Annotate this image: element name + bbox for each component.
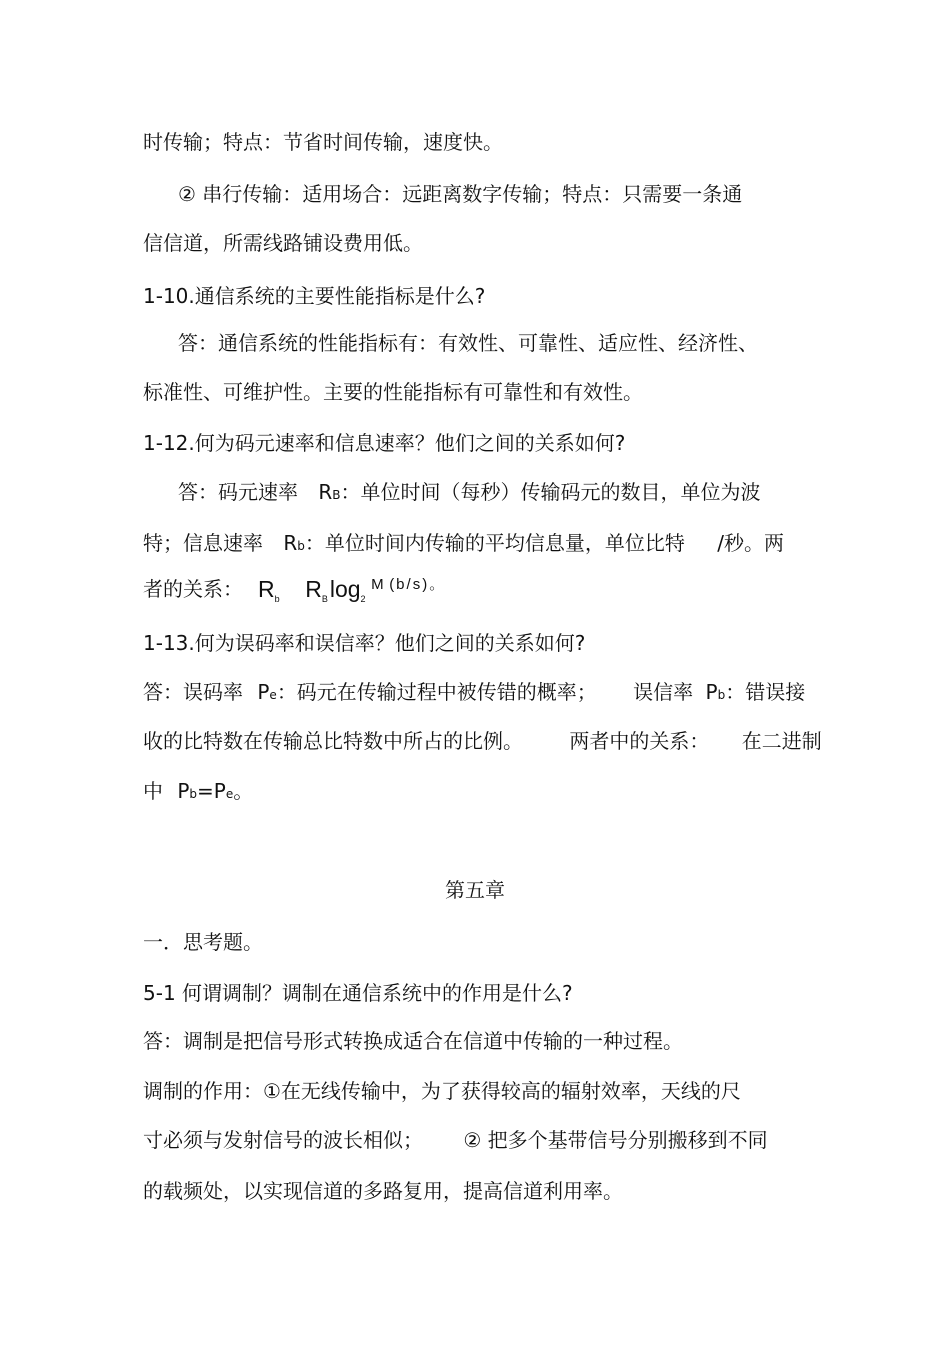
symbol-sub: B <box>332 488 341 502</box>
text-span: 误信率 <box>633 680 694 704</box>
formula-sub: b <box>274 594 280 604</box>
formula-unit: (b/s) <box>389 576 430 593</box>
text-span: 特；信息速率 <box>143 531 263 555</box>
symbol: P <box>177 779 190 803</box>
chapter-title: 第五章 <box>445 878 505 902</box>
symbol-sub: b <box>297 539 305 553</box>
text-line: 标准性、可维护性。主要的性能指标有可靠性和有效性。 <box>143 380 643 404</box>
text-span: ② 把多个基带信号分别搬移到不同 <box>463 1128 768 1152</box>
text-line: 答：通信系统的性能指标有：有效性、可靠性、适应性、经济性、 <box>178 331 758 355</box>
symbol-sub: e <box>225 787 234 801</box>
section-heading: 一．思考题。 <box>143 930 263 954</box>
symbol-sub: b <box>717 688 726 702</box>
text-span: ：单位时间（每秒）传输码元的数目，单位为波 <box>340 480 761 504</box>
symbol: R <box>283 531 298 555</box>
text-span: 答：码元速率 <box>178 480 298 504</box>
formula-end: 。 <box>429 576 445 593</box>
formula-m: M <box>371 576 384 593</box>
question-heading: 1-10.通信系统的主要性能指标是什么? <box>143 284 486 308</box>
text-span: 中 <box>143 779 163 803</box>
text-line <box>143 1125 768 1155</box>
text-span: /秒。两 <box>717 531 784 555</box>
formula-symbol: R <box>258 576 275 602</box>
text-span: 收的比特数在传输总比特数中所占的比例。 <box>143 729 523 753</box>
text-line: 的载频处，以实现信道的多路复用，提高信道利用率。 <box>143 1179 623 1203</box>
text-line: 信信道，所需线路铺设费用低。 <box>143 231 423 255</box>
question-heading: 1-13.何为误码率和误信率？他们之间的关系如何? <box>143 631 586 655</box>
formula-sub: 2 <box>360 594 366 604</box>
formula-symbol: R <box>305 576 322 602</box>
question-heading: 5-1 何谓调制？调制在通信系统中的作用是什么? <box>143 981 573 1005</box>
symbol: R <box>318 480 333 504</box>
text-line <box>143 677 805 707</box>
text-line: 时传输；特点：节省时间传输，速度快。 <box>143 130 503 154</box>
text-span: 两者中的关系： <box>569 729 710 753</box>
text-span: 在二进制 <box>741 729 822 753</box>
text-line <box>178 477 761 507</box>
text-span: ：单位时间内传输的平均信息量，单位比特 <box>304 531 685 555</box>
question-heading: 1-12.何为码元速率和信息速率？他们之间的关系如何? <box>143 431 626 455</box>
text-line <box>143 726 822 756</box>
text-line: 调制的作用：①在无线传输中，为了获得较高的辐射效率，天线的尺 <box>143 1079 741 1103</box>
text-span: ：错误接 <box>725 680 806 704</box>
formula-log: log <box>329 576 361 602</box>
rate-formula <box>258 576 444 616</box>
formula-sub: B <box>321 594 328 604</box>
symbol: P <box>257 680 270 704</box>
text-span: 寸必须与发射信号的波长相似； <box>143 1128 423 1152</box>
text-line <box>143 776 253 806</box>
text-span: ：码元在传输过程中被传错的概率； <box>276 680 597 704</box>
text-span: 答：误码率 <box>143 680 243 704</box>
symbol: P <box>705 680 718 704</box>
text-line: 答：调制是把信号形式转换成适合在信道中传输的一种过程。 <box>143 1029 683 1053</box>
text-line <box>143 528 784 558</box>
text-span: 。 <box>233 779 254 803</box>
text-line: ② 串行传输：适用场合：远距离数字传输；特点：只需要一条通 <box>178 182 743 206</box>
symbol-sub: e <box>269 688 277 702</box>
symbol-sub: b <box>189 787 198 801</box>
symbol: =P <box>197 779 226 803</box>
text-line: 者的关系： <box>143 577 243 601</box>
